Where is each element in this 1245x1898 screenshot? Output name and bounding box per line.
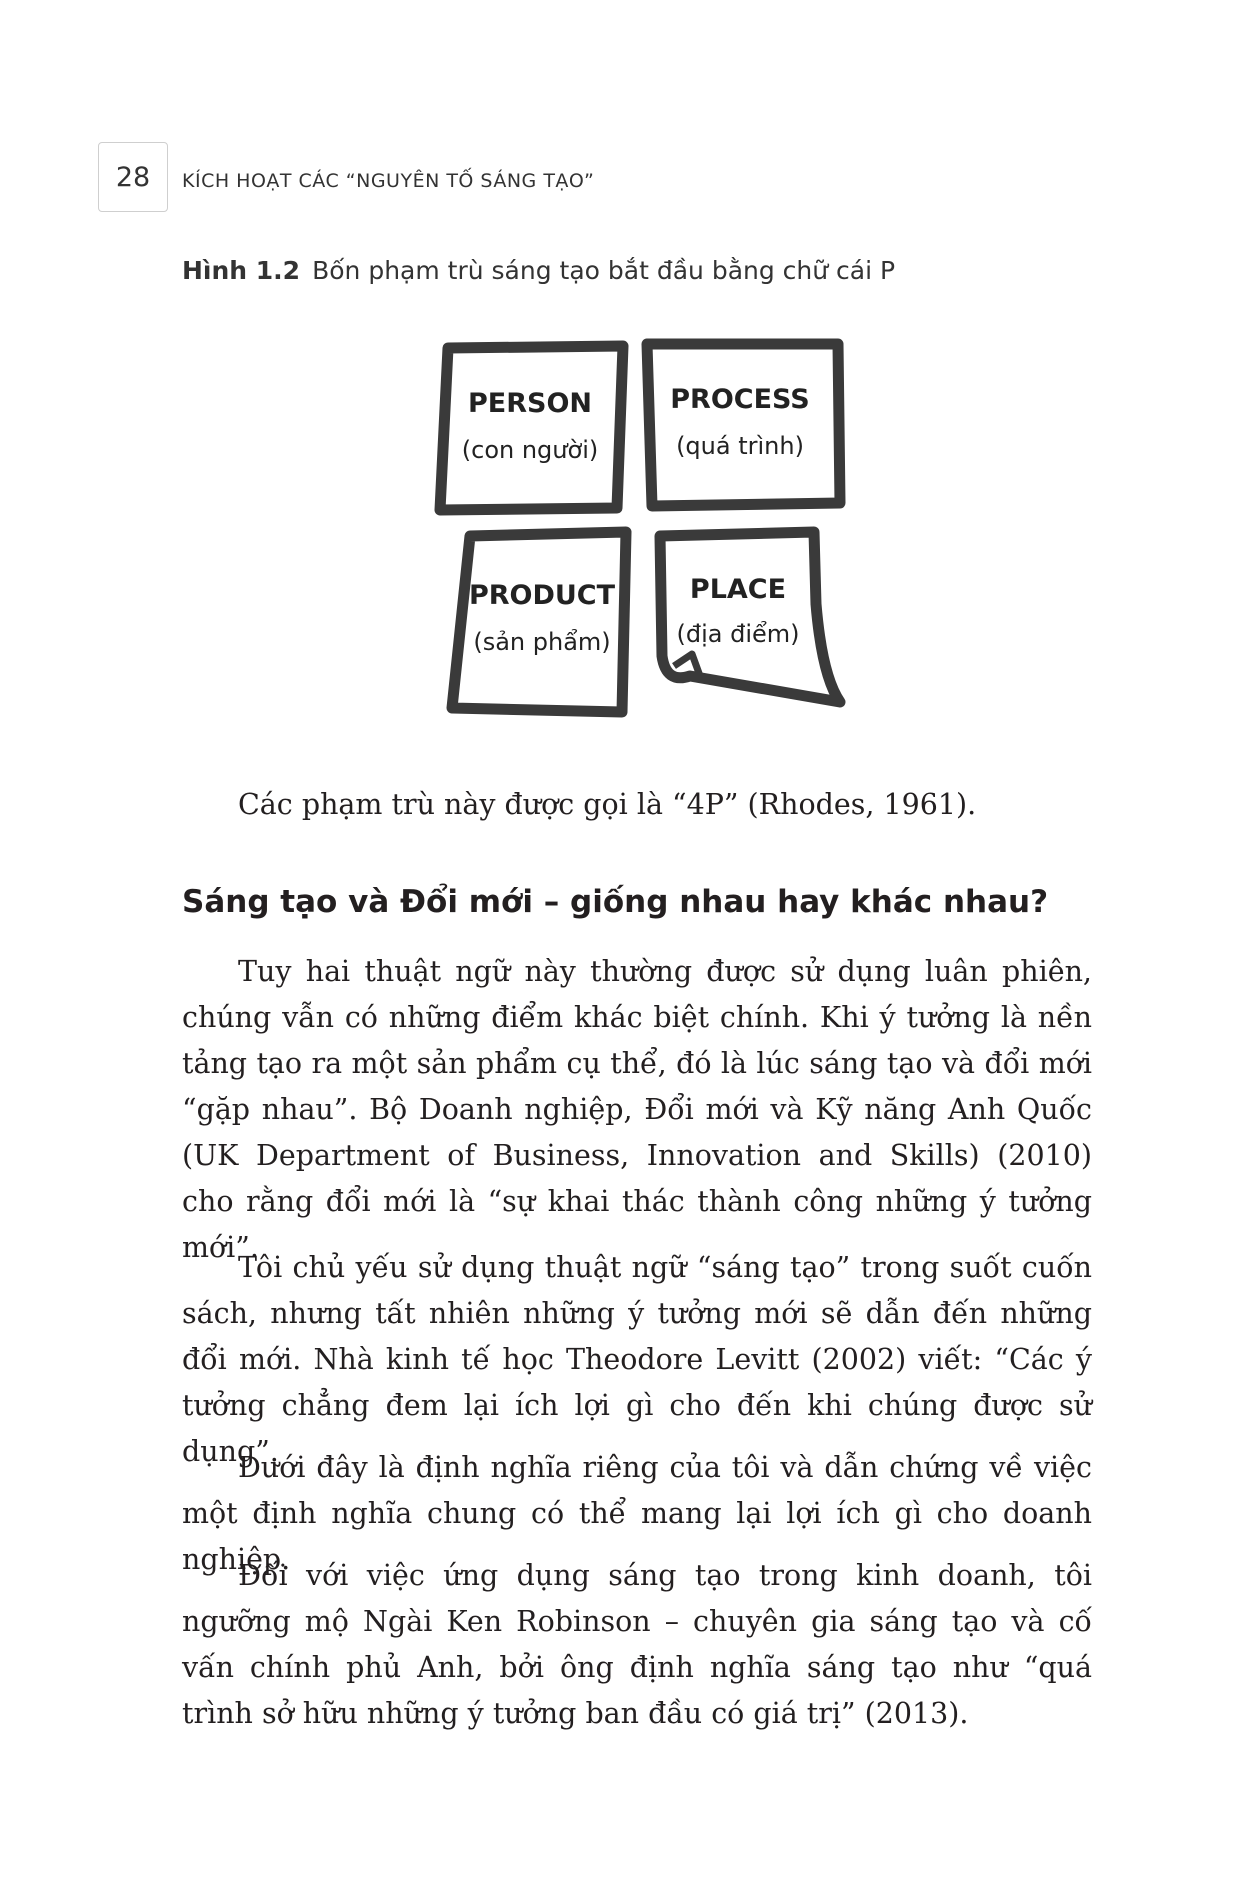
paragraph-4: Đối với việc ứng dụng sáng tạo trong kinh doanh, tôi ngưỡng mộ Ngài Ken Robinson – chuyên gia sáng tạo và cố vấn chính phủ Anh, bởi ông định nghĩa sáng tạo như “quá trình sở hữu những ý tưởng ban đầu có giá trị” (2013). <box>182 1559 1092 1730</box>
box-person-title: PERSON <box>467 388 593 419</box>
box-process-title: PROCESS <box>670 384 810 415</box>
figure-label: Hình 1.2 <box>182 256 301 285</box>
box-product-title: PRODUCT <box>468 580 616 611</box>
box-process <box>647 344 840 506</box>
page-number: 28 <box>98 142 168 212</box>
box-person-subtitle: (con người) <box>461 436 599 464</box>
intro-line: Các phạm trù này được gọi là “4P” (Rhodes, 1961). <box>238 788 977 821</box>
paragraph-3: Dưới đây là định nghĩa riêng của tôi và dẫn chứng về việc một định nghĩa chung có thể mang lại lợi ích gì cho doanh nghiệp. <box>182 1451 1092 1576</box>
box-product <box>452 532 626 712</box>
four-p-figure <box>430 336 850 720</box>
box-place-subtitle: (địa điểm) <box>676 620 800 648</box>
figure-caption-text: Bốn phạm trù sáng tạo bắt đầu bằng chữ cái P <box>312 256 896 285</box>
section-heading: Sáng tạo và Đổi mới – giống nhau hay khác nhau? <box>182 884 1049 920</box>
running-header: KÍCH HOẠT CÁC “NGUYÊN TỐ SÁNG TẠO” <box>182 170 595 192</box>
box-place-title: PLACE <box>689 574 787 605</box>
four-p-drawing <box>430 336 850 720</box>
paragraph-2: Tôi chủ yếu sử dụng thuật ngữ “sáng tạo” trong suốt cuốn sách, nhưng tất nhiên những ý tưởng mới sẽ dẫn đến những đổi mới. Nhà kinh tế học Theodore Levitt (2002) viết: “Các ý tưởng chẳng đem lại ích lợi gì cho đến khi chúng được sử dụng”. <box>182 1251 1092 1468</box>
box-place <box>660 532 840 702</box>
figure-caption <box>182 256 895 285</box>
box-product-subtitle: (sản phẩm) <box>473 628 611 656</box>
box-process-subtitle: (quá trình) <box>676 432 804 460</box>
paragraph-1: Tuy hai thuật ngữ này thường được sử dụng luân phiên, chúng vẫn có những điểm khác biệt chính. Khi ý tưởng là nền tảng tạo ra một sản phẩm cụ thể, đó là lúc sáng tạo và đổi mới “gặp nhau”. Bộ Doanh nghiệp, Đổi mới và Kỹ năng Anh Quốc (UK Department of Business, Innovation and Skills) (2010) cho rằng đổi mới là “sự khai thác thành công những ý tưởng mới”. <box>182 955 1092 1264</box>
box-person <box>440 346 623 510</box>
